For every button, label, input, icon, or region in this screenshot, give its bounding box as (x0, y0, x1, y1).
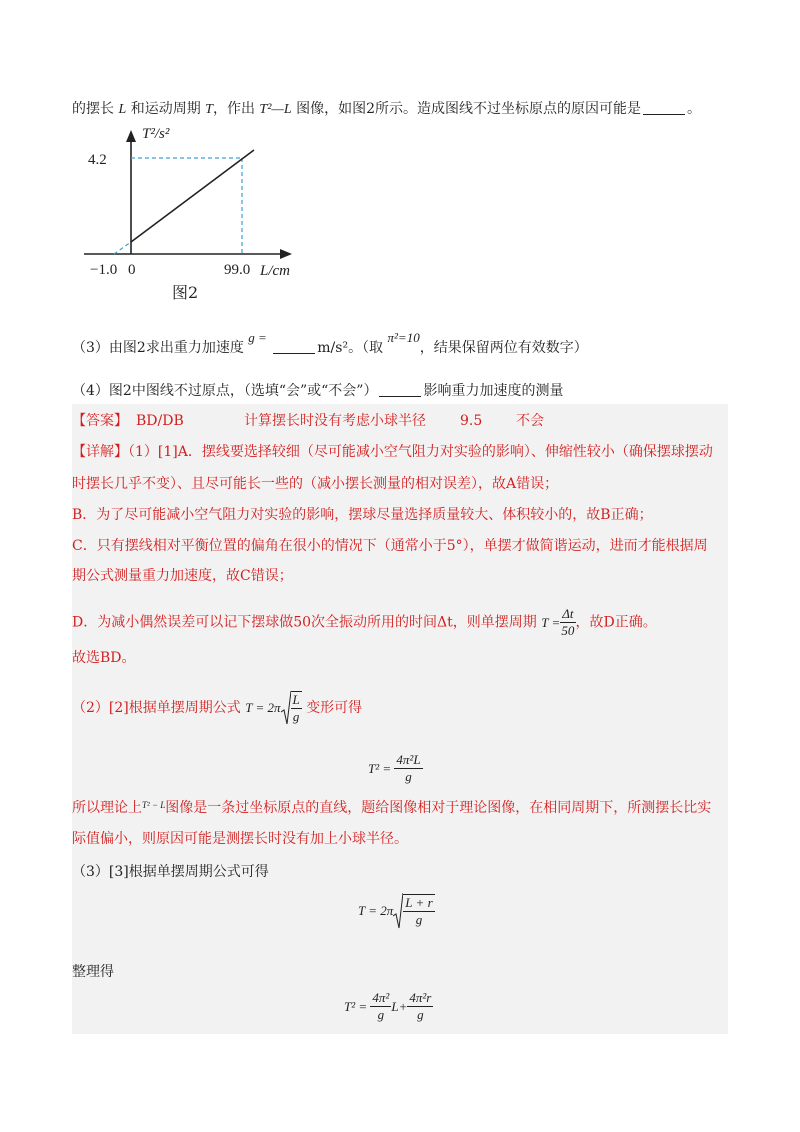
question-3 (72, 330, 588, 358)
answer-line (72, 411, 544, 431)
detail-line-4: C．只有摆线相对平衡位置的偏角在很小的情况下（通常小于5°），单摆才做简谐运动，进而才能根据周 (72, 538, 708, 554)
answer-blank-4[interactable] (379, 382, 421, 397)
formula-2pi: 2π (267, 700, 281, 715)
formula-T-eq-3: T = (358, 903, 378, 918)
detail-text-6a: D．为减小偶然误差可以记下摆球做50次全振动所用的时间Δt，则单摆周期 (72, 614, 537, 631)
formula-period (245, 690, 302, 726)
intro-text-4: 图像，如图2所示。造成图线不过坐标原点的原因可能是 (296, 101, 641, 117)
detail-text-9a: 所以理论上 (72, 800, 142, 816)
denominator-g-2: g (405, 769, 412, 784)
detail-line-9 (72, 798, 711, 819)
detail-line-11: （3）[3]根据单摆周期公式可得 (72, 864, 269, 880)
answer-4: 不会 (516, 413, 544, 429)
formula-2pi-2: 2π (380, 903, 394, 918)
intro-T2L: T²—L (259, 102, 292, 117)
formula-L-term: L (391, 998, 399, 1014)
answer-3: 9.5 (460, 413, 483, 429)
detail-text-8a: （2）[2]根据单摆周期公式 (72, 700, 241, 716)
q3-text-1: （3）由图2求出重力加速度 (72, 340, 244, 356)
detail-label: 【详解】 (72, 444, 128, 460)
detail-line-8 (72, 690, 362, 726)
q3-unit: m/s² (317, 340, 349, 356)
x-axis-label: L/cm (260, 263, 290, 279)
answer-label: 【答案】 (72, 413, 128, 429)
numerator-4pi2r: 4π²r (409, 990, 432, 1005)
denominator-g-3: g (415, 912, 423, 927)
fraction-L-g (291, 691, 302, 725)
q4-text-1: （4）图2中图线不过原点，（选填“会”或“不会”） (72, 383, 378, 399)
numerator-L: L (292, 692, 300, 707)
formula-T2-expanded (344, 990, 433, 1023)
detail-text-1: （1）[1]A．摆线要选择较细（尽可能减小空气阻力对实验的影响）、伸缩性较小（确保摆球摆动 (128, 444, 713, 460)
x-axis-arrow-icon (280, 249, 292, 259)
x-tick-neg: −1.0 (90, 262, 118, 278)
fraction-4pi2-g (370, 990, 391, 1023)
q3-text-2: 。（取 (348, 340, 384, 356)
sqrt-icon (393, 892, 403, 930)
answer-2: 计算摆长时没有考虑小球半径 (244, 413, 426, 429)
detail-text-8b: 变形可得 (306, 700, 363, 716)
detail-line-6 (72, 606, 657, 639)
detail-line-1 (72, 442, 713, 462)
fraction-4pi2L-g (394, 752, 422, 785)
answer-blank-3[interactable] (273, 339, 315, 354)
intro-text-2: 和运动周期 (130, 101, 201, 117)
formula-T2: T² (368, 760, 380, 776)
formula-T2-centered (368, 752, 423, 785)
figure-2 (76, 122, 316, 312)
x-tick-zero: 0 (128, 262, 136, 278)
formula-period-r (358, 892, 435, 930)
formula-T-dt (541, 606, 575, 639)
intro-text-3: ，作出 (212, 101, 255, 117)
fraction-dt-50 (560, 606, 575, 639)
answer-blank-2[interactable] (643, 100, 685, 115)
answer-1: BD/DB (136, 413, 184, 429)
detail-line-3: B．为了尽可能减小空气阻力对实验的影响，摆球尽量选择质量较大、体积较小的，故B正确； (72, 507, 653, 523)
fraction-4pi2r-g (407, 990, 433, 1023)
denominator-g: g (292, 709, 300, 724)
detail-text-9b: 图像是一条过坐标原点的直线，题给图像相对于理论图像，在相同周期下，所测摆长比实 (165, 800, 712, 816)
y-axis-label: T²/s² (142, 126, 170, 142)
numerator-4pi2: 4π² (372, 990, 390, 1005)
figure-caption: 图2 (172, 283, 199, 302)
intro-text-1: 的摆长 (72, 101, 114, 117)
intro-L: L (118, 102, 127, 117)
x-tick-value: 99.0 (224, 262, 251, 278)
formula-T2-L: T² − L (142, 800, 166, 810)
detail-line-7: 故选BD。 (72, 650, 136, 666)
denominator-g-4: g (377, 1007, 385, 1022)
detail-text-6b: ，故D正确。 (575, 614, 657, 631)
q3-pi-eq: π²=10 (387, 330, 420, 345)
numerator-4pi2L: 4π²L (396, 752, 421, 767)
formula-T2-2: T² (344, 998, 356, 1014)
formula-eq: = (382, 760, 392, 776)
detail-line-12: 整理得 (72, 964, 114, 980)
intro-T: T (205, 102, 213, 117)
y-tick-label: 4.2 (88, 152, 107, 168)
formula-T-eq: T = (541, 614, 561, 630)
q3-text-3: ，结果保留两位有效数字） (419, 340, 588, 356)
q3-g-eq: g = (248, 330, 267, 345)
intro-text-5: 。 (686, 101, 701, 117)
guide-extension (114, 242, 131, 254)
y-axis-arrow-icon (126, 130, 136, 142)
denominator-g-5: g (417, 1007, 424, 1022)
denominator-50: 50 (561, 623, 575, 638)
fraction-Lr-g (403, 894, 434, 928)
formula-eq-2: = (358, 998, 368, 1014)
question-4 (72, 381, 563, 401)
formula-T-eq-2: T = (245, 700, 265, 715)
q4-text-2: 影响重力加速度的测量 (423, 383, 564, 399)
numerator-L-plus-r: L + r (405, 895, 433, 910)
question-intro (72, 99, 701, 120)
detail-line-10: 际值偏小，则原因可能是测摆长时没有加上小球半径。 (72, 831, 408, 847)
detail-line-2: 时摆长几乎不变）、且尽可能长一些的（减小摆长测量的相对误差），故A错误； (72, 476, 559, 492)
sqrt-icon (281, 690, 291, 726)
detail-line-5: 期公式测量重力加速度，故C错误； (72, 568, 293, 584)
data-line (131, 150, 254, 242)
numerator-dt: Δt (562, 606, 574, 621)
formula-plus: + (398, 998, 408, 1014)
